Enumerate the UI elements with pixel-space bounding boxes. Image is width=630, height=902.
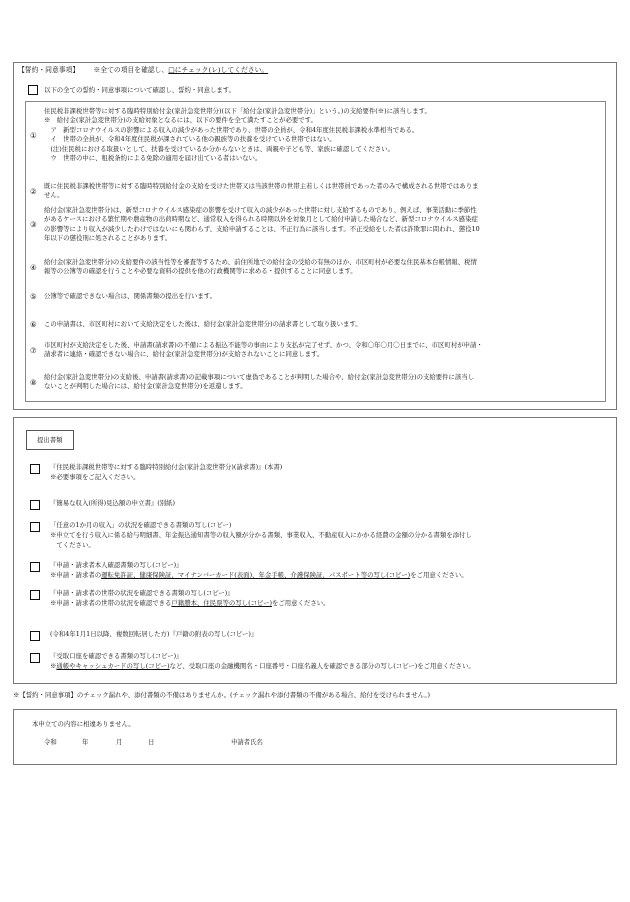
pledge-text-line: 住民税非課税世帯等に対する臨時特別給付金(家計急変世帯分)(以下「給付金(家計急変世帯分)」という。)の支給要件(※)に該当します。 [44, 107, 431, 115]
document-note-part: 運転免許証、健康保険証、マイナンバーカード(表面)、年金手帳、介護保険証、パスポート等の写し(コピー) [101, 571, 411, 579]
document-note-part: ※ [50, 662, 57, 670]
document-checkbox[interactable] [30, 500, 40, 510]
document-checkbox[interactable] [30, 562, 40, 572]
document-checkbox[interactable] [30, 590, 40, 600]
pledge-title: 【誓約・同意事項】 [18, 66, 80, 74]
agree-all-checkbox[interactable] [28, 85, 38, 95]
document-note: ※申立てを行う収入に係る給与明細書、年金振込通知書等の収入額が分かる書類、事業収入、不動産収入にかかる経費の金額の分かる書類を添付し [50, 531, 472, 539]
pledge-text-line: 報等の公簿等の確認を行うことや必要な資料の提供を他の行政機関等に求める・提供することに同意します。 [44, 267, 357, 276]
pledge-text-line: (注)住民税における取扱いとして、扶養を受けているか分からないときは、両親や子ども等、家族に確認してください。 [44, 144, 394, 153]
check-reminder-note: ※【誓約・同意事項】のチェック漏れや、添付書類の不備はありませんか。(チェック漏れや添付書類の不備がある場合、給付を受けられません。) [13, 691, 431, 699]
date-era: 令和 [44, 738, 57, 746]
pledge-text-line: があるケースにおける繁忙期や農産物の出荷時期など、通常収入を得られる時期以外を対象月として給付申請した場合など、新型コロナウイルス感染症 [44, 215, 478, 224]
document-note-part: をご用意ください。 [272, 599, 330, 607]
pledge-text-line: の影響等により収入が減少したわけではないにも関わらず、支給申請することは、不正行為に該当します。不正受給をした者は詐欺罪に問われ、懲役10 [44, 224, 480, 233]
pledge-number: ① [30, 130, 37, 140]
document-name: 「任意の1か月の収入」の状況を確認できる書類の写し(コピー) [50, 521, 232, 529]
pledge-text-line: ※ 給付金(家計急変世帯分)の支給対象となるには、以下の要件を全て満たすことが必要です。 [44, 116, 317, 125]
date-year: 年 [82, 738, 89, 746]
pledge-text-line: 給付金(家計急変世帯分)の支給要件の該当性等を審査等するため、前住所地での給付金の受給の有無のほか、市区町村が必要な住民基本台帳情報、税情 [44, 258, 477, 266]
pledge-instruction: ※全ての項目を確認し、 [93, 66, 169, 74]
document-note [50, 662, 475, 671]
pledge-text-line: 給付金(家計急変世帯分)は、新型コロナウイルス感染症の影響を受けて収入の減少があった世帯に対し支給するものであり、例えば、事業活動に季節性 [44, 206, 477, 214]
agree-all-label: 以下の全ての誓約・同意事項について確認し、誓約・同意します。 [44, 86, 236, 94]
document-note: ※必要事項をご記入ください。 [50, 473, 140, 481]
document-note-part: ※申請・請求者の世帯の状況を確認できる [50, 599, 172, 607]
documents-title: 提出書類 [37, 436, 63, 444]
pledge-number: ③ [30, 220, 37, 230]
pledge-number: ⑦ [30, 345, 37, 355]
pledge-text-line: ウ 世帯の中に、租税条約による免除の適用を届け出ている者はいない。 [44, 154, 262, 162]
document-checkbox[interactable] [30, 464, 40, 474]
pledge-number: ④ [30, 262, 37, 272]
pledge-text-line: 給付金(家計急変世帯分)の支給後、申請書(請求書)の記載事項について虚偽であることが判明した場合や、給付金(家計急変世帯分)の支給要件に該当し [44, 373, 475, 381]
declaration-text: 本申立ての内容に相違ありません。 [32, 720, 135, 728]
document-note-part: など、受取口座の金融機関名・口座番号・口座名義人を確認できる部分の写し(コピー)をご用意ください。 [169, 662, 475, 670]
pledge-number: ② [30, 186, 37, 196]
date-month: 月 [116, 738, 123, 746]
pledge-text-line: 既に住民税非課税世帯等に対する臨時特別給付金の支給を受けた世帯又は当該世帯の世帯主若しくは世帯員であった者のみで構成される世帯ではありま [44, 182, 479, 190]
document-name: 『申請・請求者本人確認書類の写し(コピー)』 [50, 561, 183, 569]
document-note-part: 通帳やキャッシュカードの写し(コピー) [56, 662, 170, 670]
document-name: 『申請・請求者の世帯の状況を確認できる書類の写し(コピー)』 [50, 589, 234, 597]
date-day: 日 [148, 738, 155, 746]
document-note-part: ※申請・請求者の [50, 571, 102, 579]
declaration-section [13, 709, 617, 765]
pledge-text-line: ないことが判明した場合には、給付金(家計急変世帯分)を返還します。 [44, 382, 247, 391]
pledge-text-line: 公簿等で確認できない場合は、関係書類の提出を行います。 [44, 292, 217, 300]
pledge-number: ⑥ [30, 320, 37, 329]
document-name: 『受取口座を確認できる書類の写し(コピー)』 [50, 652, 183, 660]
document-note: てください。 [50, 541, 95, 549]
pledge-text-line: 市区町村が支給決定をした後、申請書(請求書)の不備による振込不能等の事由により支払が完了せず、かつ、令和〇年〇月〇日までに、市区町村が申請・ [44, 341, 483, 349]
applicant-name-label: 申請者氏名 [231, 738, 263, 746]
document-note [50, 571, 468, 580]
document-note [50, 599, 330, 608]
document-note-part: 戸籍謄本、住民票等の写し(コピー) [171, 599, 273, 607]
document-name: (令和4年1月1日以降、複数回転居した方)『戸籍の附表の写し(コピー)』 [50, 630, 258, 638]
pledge-text-line: イ 世帯の全員が、令和4年度住民税が課されている他の親族等の扶養を受けている世帯ではない。 [44, 135, 336, 144]
document-name: 『住民税非課税世帯等に対する臨時特別給付金(家計急変世帯分)(請求書)』(本書) [50, 463, 283, 471]
pledge-number: ⑧ [30, 377, 37, 387]
pledge-text-line: せん。 [44, 191, 64, 200]
documents-section [13, 417, 617, 684]
pledge-text-line: この申請書は、市区町村において支給決定をした後は、給付金(家計急変世帯分)の請求書として取り扱います。 [44, 320, 362, 328]
pledge-text-line: 年以下の懲役刑に処されることがあります。 [44, 234, 172, 243]
document-checkbox[interactable] [30, 653, 40, 663]
pledge-header [18, 66, 268, 76]
document-name: 『簡易な収入(所得)見込額の申立書』(別紙) [50, 499, 176, 507]
pledge-text-line: ア 新型コロナウイルスの影響による収入の減少があった世帯であり、世帯の全員が、令和4年度住民税非課税水準相当である。 [44, 125, 419, 134]
pledge-text-line: 請求者に連絡・確認できない場合に、給付金(家計急変世帯分)が支給されないことに同意します。 [44, 350, 324, 359]
document-checkbox[interactable] [30, 522, 40, 532]
pledge-number: ⑤ [30, 292, 37, 301]
pledge-instruction-underlined: □にチェック(レ)してください。 [168, 66, 269, 74]
document-checkbox[interactable] [30, 631, 40, 641]
document-note-part: をご用意ください。 [410, 571, 468, 579]
